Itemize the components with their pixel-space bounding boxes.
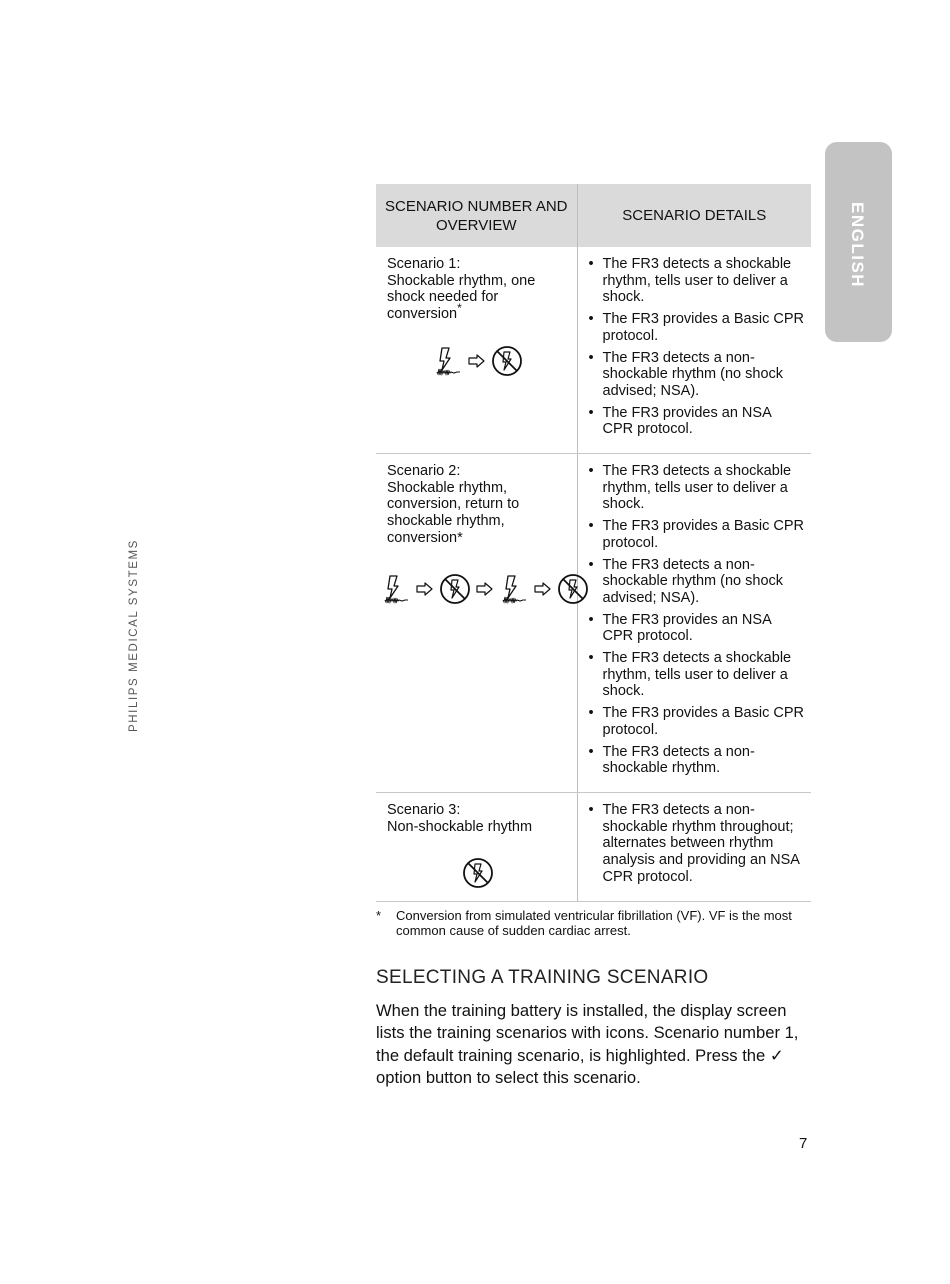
scenario-overview: Non-shockable rhythm xyxy=(387,818,533,835)
shock-icon xyxy=(499,573,529,605)
detail-item: • The FR3 detects a non-shockable rhythm (no shock advised; NSA). xyxy=(587,557,806,607)
scenario-details-cell xyxy=(577,247,811,454)
detail-item: • The FR3 provides an NSA CPR protocol. xyxy=(587,612,806,645)
scenario-overview-cell xyxy=(376,792,577,901)
scenario-icons xyxy=(387,857,569,889)
arrow-icon xyxy=(475,581,495,597)
detail-item: • The FR3 detects a shockable rhythm, tells user to deliver a shock. xyxy=(587,463,806,513)
scenario-details-cell xyxy=(577,792,811,901)
table-header-row xyxy=(376,184,811,247)
no-shock-icon xyxy=(439,573,471,605)
footnote-marker: * xyxy=(457,301,462,316)
detail-item: • The FR3 provides a Basic CPR protocol. xyxy=(587,518,806,551)
detail-item: • The FR3 detects a shockable rhythm, tells user to deliver a shock. xyxy=(587,256,806,306)
scenario-overview-cell xyxy=(376,454,577,793)
detail-item: • The FR3 provides a Basic CPR protocol. xyxy=(587,705,806,738)
section-heading: SELECTING A TRAINING SCENARIO xyxy=(376,967,709,988)
shock-icon xyxy=(433,345,463,377)
language-tab-label: ENGLISH xyxy=(848,202,867,289)
detail-item: • The FR3 provides an NSA CPR protocol. xyxy=(587,405,806,438)
no-shock-icon xyxy=(491,345,523,377)
arrow-icon xyxy=(533,581,553,597)
arrow-icon xyxy=(415,581,435,597)
footnote-text: Conversion from simulated ventricular fibrillation (VF). VF is the most common cause of sudden cardiac arrest. xyxy=(396,908,792,938)
footnote-marker: * xyxy=(376,908,382,923)
scenario-details-list xyxy=(587,463,806,777)
body-text-end: option button to select this scenario. xyxy=(376,1067,641,1087)
scenario-title: Scenario 1: xyxy=(387,256,461,272)
arrow-icon xyxy=(467,353,487,369)
scenario-details-list xyxy=(587,802,806,886)
no-shock-icon xyxy=(462,857,494,889)
body-paragraph xyxy=(376,1000,816,1089)
scenario-icons xyxy=(387,345,569,377)
scenario-title: Scenario 3: xyxy=(387,801,461,818)
header-overview: SCENARIO NUMBER AND OVERVIEW xyxy=(376,184,577,247)
no-shock-icon xyxy=(557,573,589,605)
side-brand-text: PHILIPS MEDICAL SYSTEMS xyxy=(128,539,140,732)
detail-item: • The FR3 detects a non-shockable rhythm (no shock advised; NSA). xyxy=(587,350,806,400)
shock-icon xyxy=(381,573,411,605)
scenario-overview: Shockable rhythm, conversion, return to shockable rhythm, conversion xyxy=(387,479,520,546)
scenario-overview: Shockable rhythm, one shock needed for conversion xyxy=(387,272,536,323)
detail-item: • The FR3 detects a non-shockable rhythm. xyxy=(587,744,806,777)
table-row xyxy=(376,454,811,793)
scenario-icons xyxy=(379,573,569,605)
detail-item: • The FR3 detects a shockable rhythm, tells user to deliver a shock. xyxy=(587,650,806,700)
scenario-title: Scenario 2: xyxy=(387,463,461,480)
scenario-table xyxy=(376,184,811,902)
detail-item: • The FR3 detects a non-shockable rhythm throughout; alternates between rhythm analysis and providing an NSA CPR protocol. xyxy=(587,802,806,886)
body-text-start: When the training battery is installed, the display screen lists the training scenarios with icons. Scenario number 1, the default training scenario, is highlighted. Press the xyxy=(376,1001,799,1065)
footnote xyxy=(376,908,816,938)
language-tab xyxy=(825,142,892,342)
check-icon: ✓ xyxy=(769,1045,784,1065)
scenario-overview-cell xyxy=(376,247,577,454)
scenario-details-cell xyxy=(577,454,811,793)
header-details: SCENARIO DETAILS xyxy=(577,184,811,247)
footnote-marker: * xyxy=(457,529,463,546)
page-number: 7 xyxy=(799,1135,808,1152)
table-row xyxy=(376,792,811,901)
detail-item: • The FR3 provides a Basic CPR protocol. xyxy=(587,311,806,344)
table-row xyxy=(376,247,811,454)
scenario-details-list xyxy=(587,256,806,438)
